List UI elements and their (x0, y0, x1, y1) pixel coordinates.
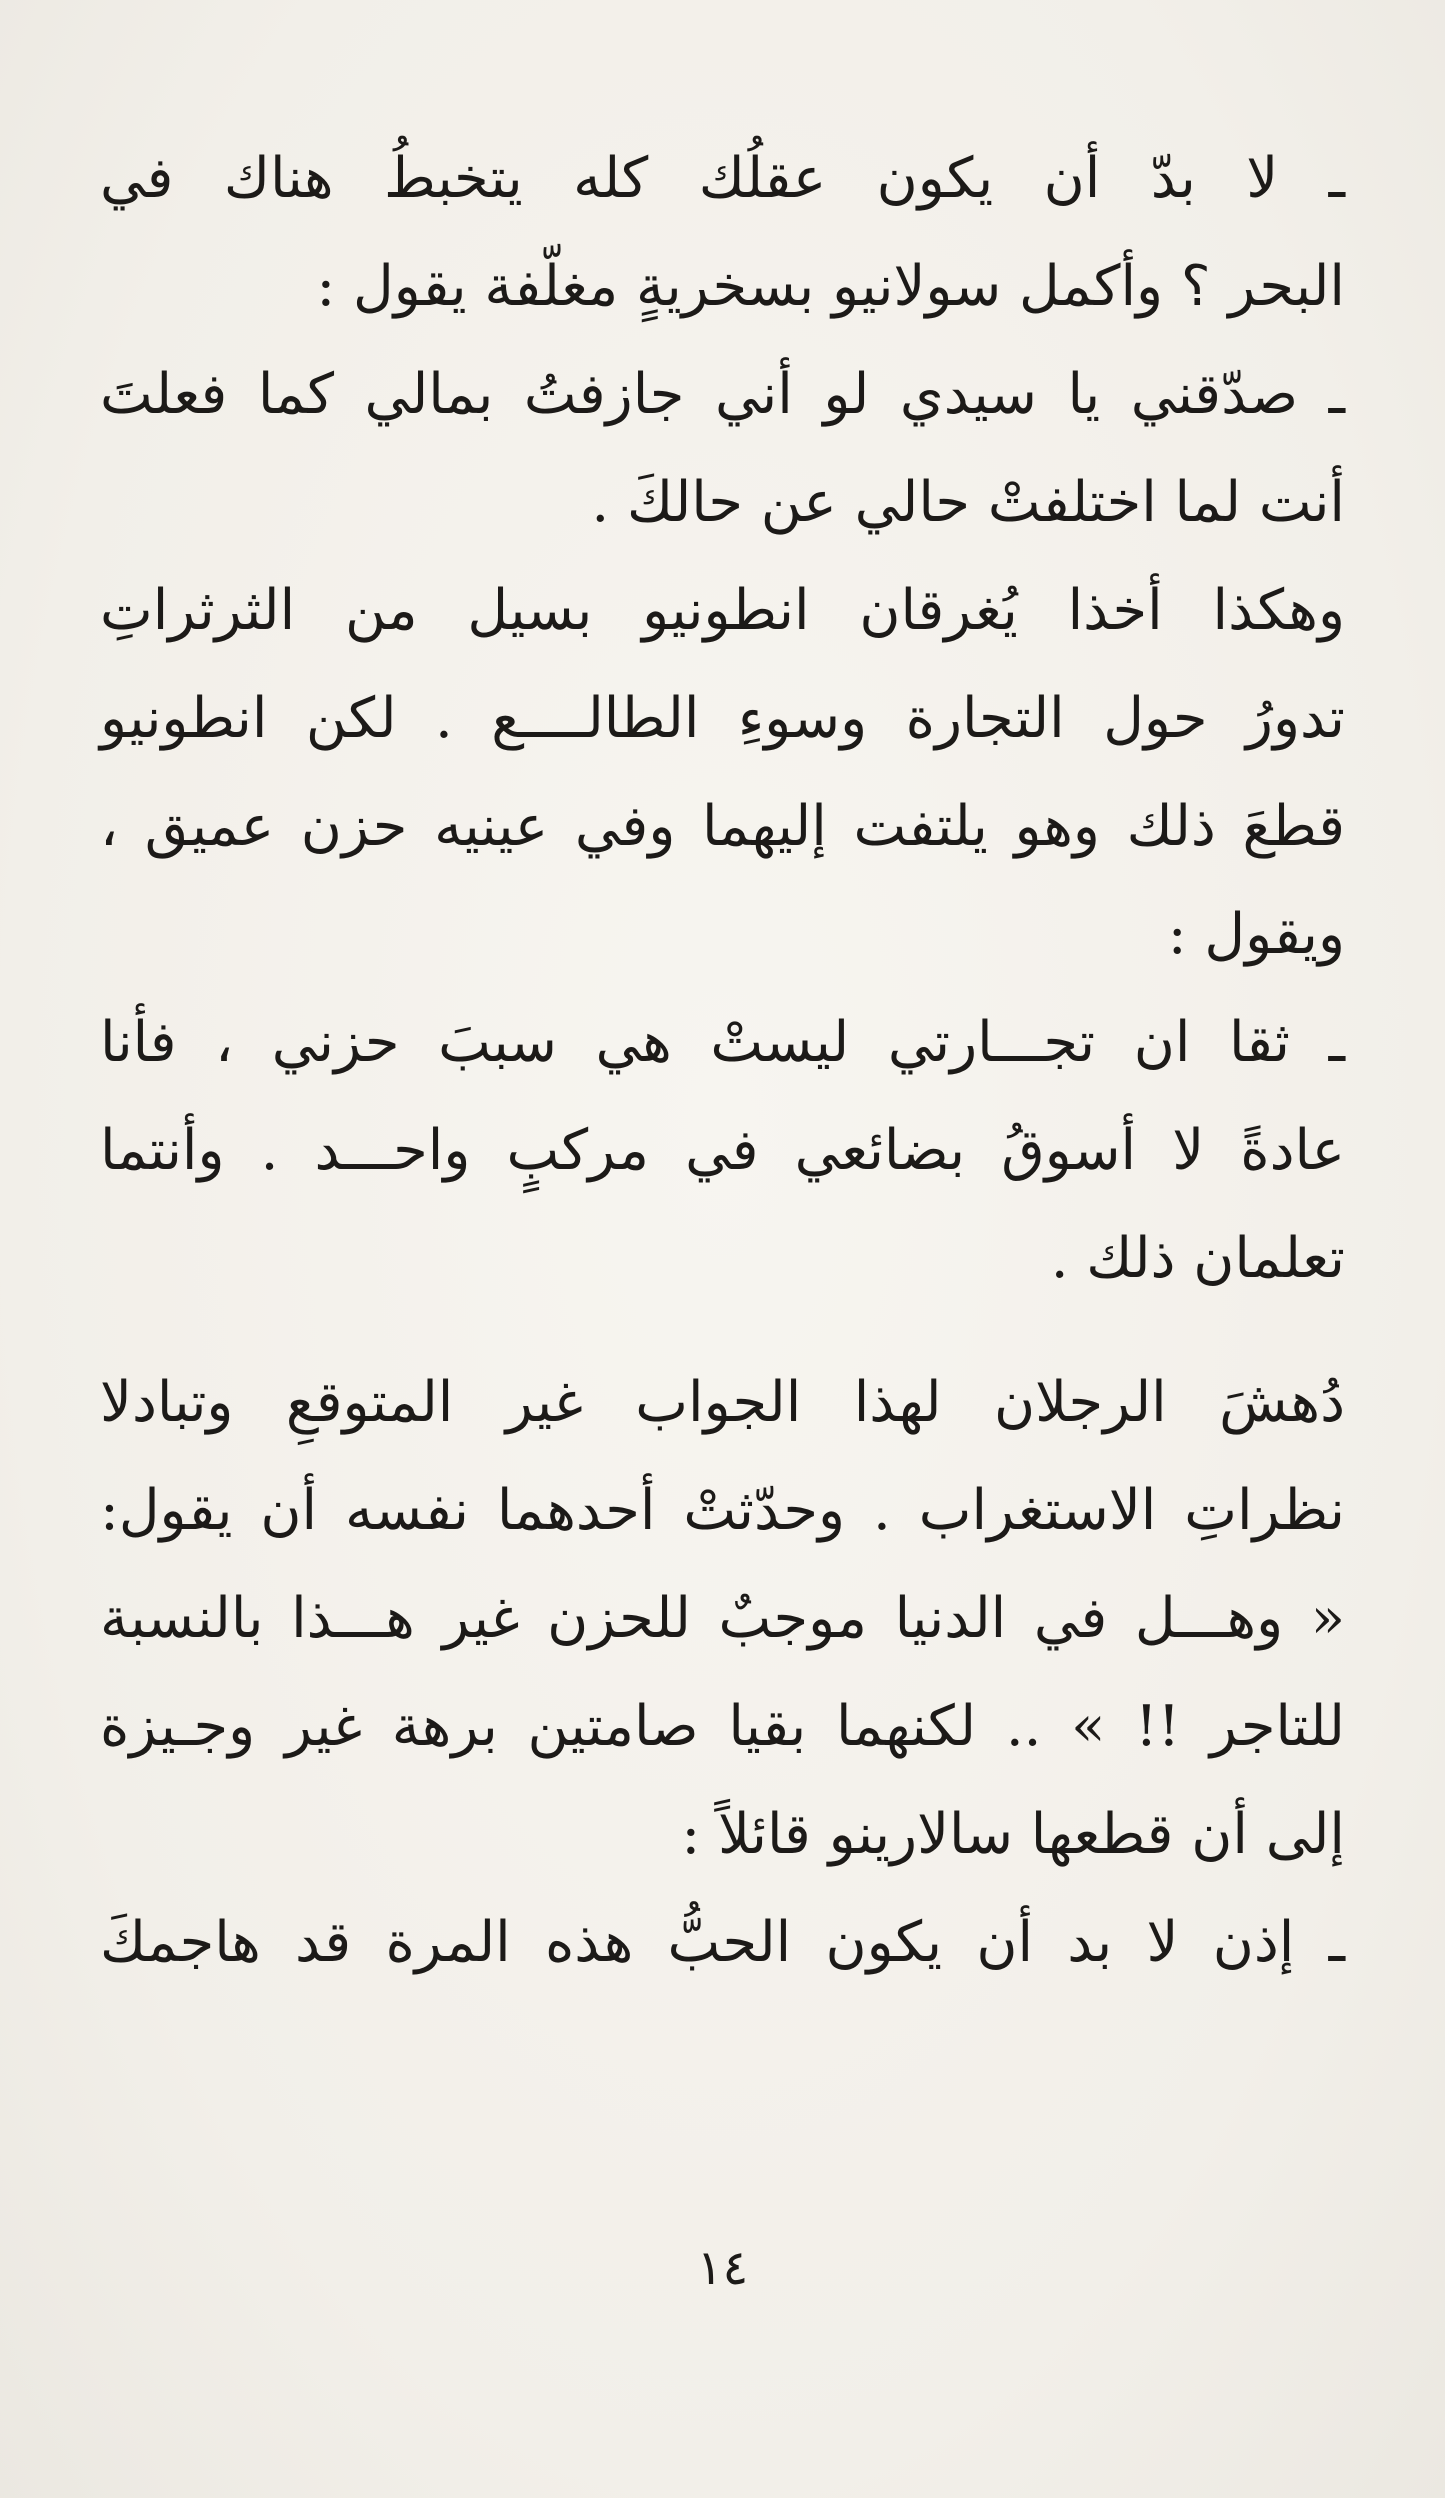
text-line: إلى أن قطعها سالارينو قائلاً : (681, 1802, 1345, 1867)
text-line: نظراتِ الاستغراب . وحدّثتْ أحدهما نفسه أن يقول: (100, 1478, 1345, 1543)
text-line: وهكذا أخذا يُغرقان انطونيو بسيل من الثرثراتِ (100, 578, 1345, 643)
text-line: دُهشَ الرجلان لهذا الجواب غير المتوقعِ وتبادلا (100, 1370, 1345, 1435)
page-number: ١٤ (696, 2240, 749, 2296)
text-line: للتاجر !! » .. لكنهما بقيا صامتين برهة غير وجـيزة (100, 1694, 1345, 1759)
text-line: تدورُ حول التجارة وسوءِ الطالــــع . لكن انطونيو (100, 686, 1345, 751)
text-line: « وهـــل في الدنيا موجبٌ للحزن غير هـــذا بالنسبة (100, 1586, 1345, 1651)
paragraph-gap (100, 1313, 1345, 1349)
page-text (100, 125, 1345, 1997)
text-line: أنت لما اختلفتْ حالي عن حالكَ . (591, 470, 1345, 535)
text-line: قطعَ ذلك وهو يلتفت إليهما وفي عينيه حزن عميق ، (100, 794, 1345, 859)
text-line: ـ صدّقني يا سيدي لو أني جازفتُ بمالي كما فعلتَ (100, 362, 1345, 427)
text-line: عادةً لا أسوقُ بضائعي في مركبٍ واحـــد . وأنتما (100, 1118, 1345, 1183)
text-line: ـ لا بدّ أن يكون عقلُك كله يتخبطُ هناك في (100, 146, 1345, 211)
text-line: ويقول : (1167, 902, 1345, 967)
text-line: ـ ثقا ان تجـــارتي ليستْ هي سببَ حزني ، فأنا (100, 1010, 1345, 1075)
text-line: البحر ؟ وأكمل سولانيو بسخريةٍ مغلّفة يقول : (316, 254, 1345, 319)
text-line: ـ إذن لا بد أن يكون الحبُّ هذه المرة قد هاجمكَ (100, 1910, 1345, 1975)
text-line: تعلمان ذلك . (1050, 1226, 1345, 1291)
